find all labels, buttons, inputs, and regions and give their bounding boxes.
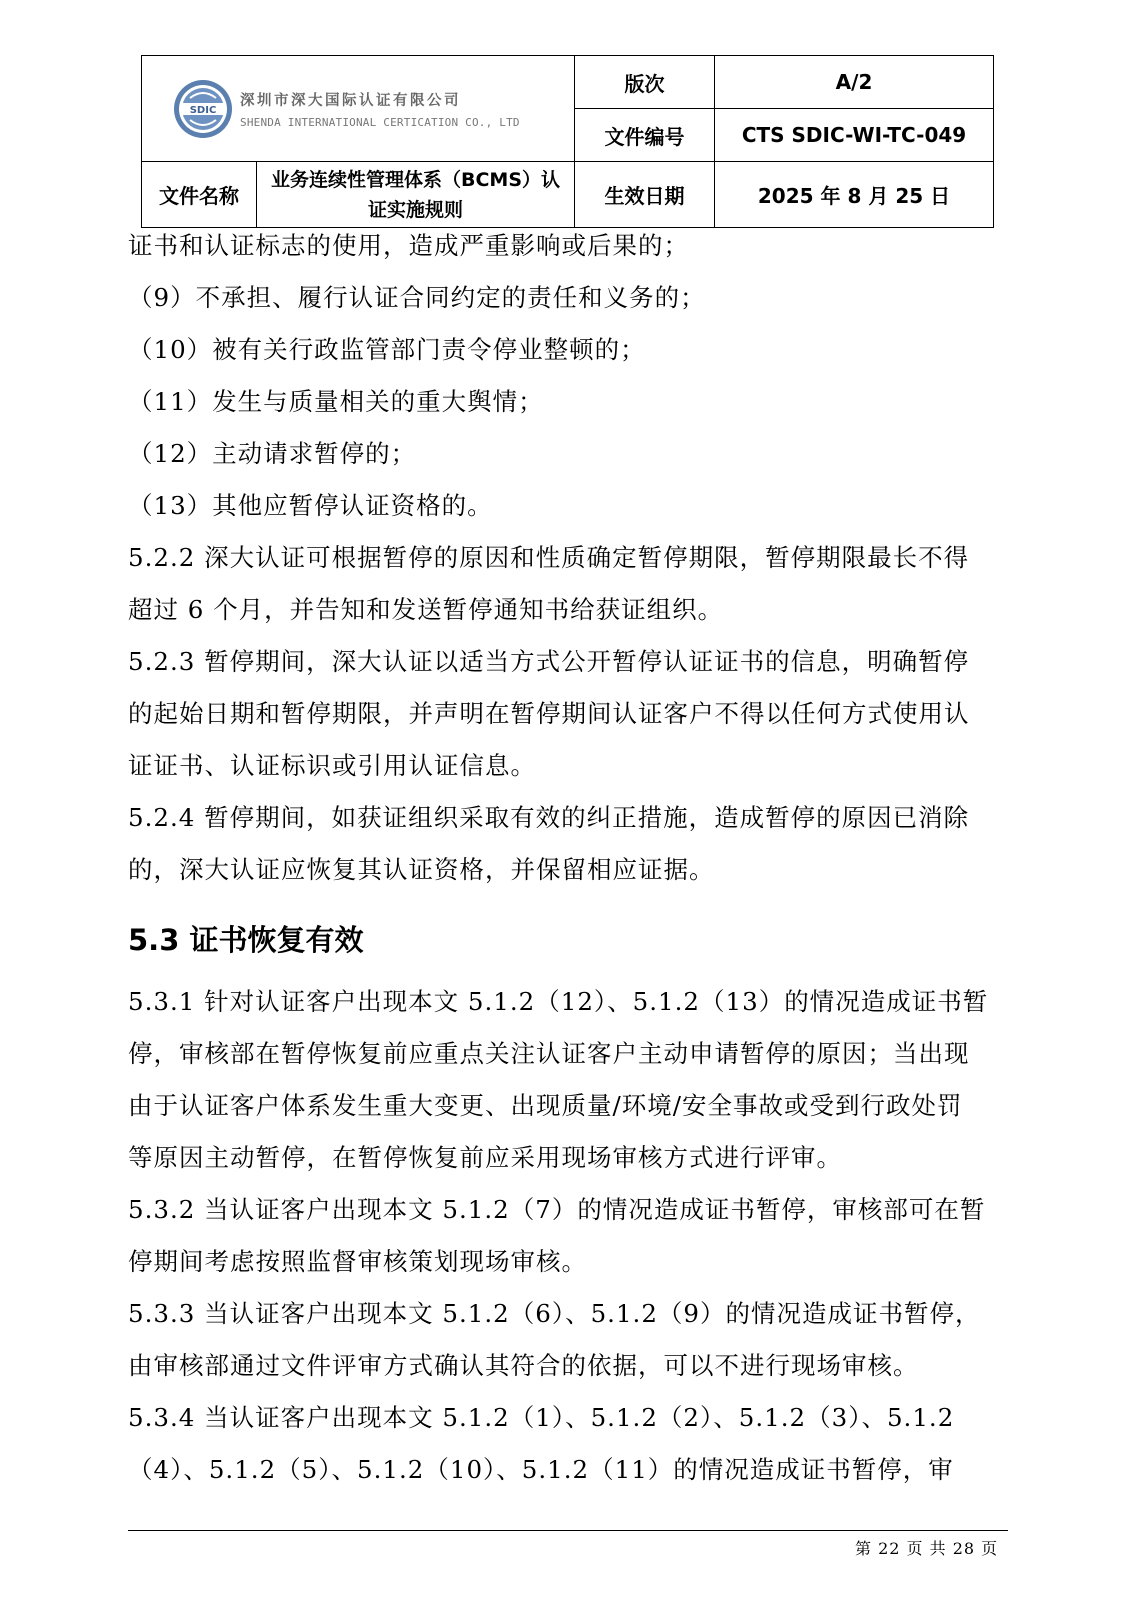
body-line: 停，审核部在暂停恢复前应重点关注认证客户主动申请暂停的原因；当出现 [128, 1039, 970, 1068]
footer-divider [128, 1530, 1008, 1531]
version-label: 版次 [575, 56, 715, 109]
company-name-en: SHENDA INTERNATIONAL CERTICATION CO., LTD [240, 115, 520, 129]
docno-value: CTS SDIC-WI-TC-049 [715, 109, 994, 162]
body-line: 5.3.3 当认证客户出现本文 5.1.2（6）、5.1.2（9）的情况造成证书暂停， [128, 1299, 981, 1328]
body-line: 由审核部通过文件评审方式确认其符合的依据，可以不进行现场审核。 [128, 1351, 919, 1380]
body-line: 5.2.3 暂停期间，深大认证以适当方式公开暂停认证证书的信息，明确暂停 [128, 647, 970, 676]
effective-date-value: 2025 年 8 月 25 日 [715, 162, 994, 228]
body-line: 的起始日期和暂停期限，并声明在暂停期间认证客户不得以任何方式使用认 [128, 699, 970, 728]
company-name-cn: 深圳市深大国际认证有限公司 [240, 92, 461, 109]
body-line: （13）其他应暂停认证资格的。 [128, 491, 493, 520]
body-line: 的，深大认证应恢复其认证资格，并保留相应证据。 [128, 855, 715, 884]
section-heading: 5.3 证书恢复有效 [128, 923, 364, 957]
docname-line-1: 业务连续性管理体系（BCMS）认 [270, 168, 561, 191]
effective-date-label: 生效日期 [575, 162, 715, 228]
body-line: 5.2.2 深大认证可根据暂停的原因和性质确定暂停期限，暂停期限最长不得 [128, 543, 970, 572]
version-value: A/2 [715, 56, 994, 109]
docname-value [257, 162, 575, 228]
body-line: 由于认证客户体系发生重大变更、出现质量/环境/安全事故或受到行政处罚 [128, 1091, 963, 1120]
body-line: 证书和认证标志的使用，造成严重影响或后果的； [128, 231, 689, 260]
company-logo-icon [172, 78, 234, 140]
body-line: （9）不承担、履行认证合同约定的责任和义务的； [128, 283, 706, 312]
body-line: 证证书、认证标识或引用认证信息。 [128, 751, 536, 780]
body-line: 等原因主动暂停，在暂停恢复前应采用现场审核方式进行评审。 [128, 1143, 842, 1172]
document-header-table [141, 55, 994, 228]
body-line: （10）被有关行政监管部门责令停业整顿的； [128, 335, 646, 364]
body-line: （4）、5.1.2（5）、5.1.2（10）、5.1.2（11）的情况造成证书暂停，审 [128, 1455, 954, 1484]
body-line: 5.2.4 暂停期间，如获证组织采取有效的纠正措施，造成暂停的原因已消除 [128, 803, 970, 832]
body-line: 超过 6 个月，并告知和发送暂停通知书给获证组织。 [128, 595, 724, 624]
logo-mark-text: SDIC [189, 104, 217, 116]
docno-label: 文件编号 [575, 109, 715, 162]
docname-line-2: 证实施规则 [368, 198, 464, 221]
body-line: 5.3.4 当认证客户出现本文 5.1.2（1）、5.1.2（2）、5.1.2（3）、5.1.2 [128, 1403, 955, 1432]
body-line: （12）主动请求暂停的； [128, 439, 417, 468]
body-line: 5.3.2 当认证客户出现本文 5.1.2（7）的情况造成证书暂停，审核部可在暂 [128, 1195, 986, 1224]
body-line: （11）发生与质量相关的重大舆情； [128, 387, 544, 416]
page-number: 第 22 页 共 28 页 [855, 1539, 999, 1558]
body-line: 5.3.1 针对认证客户出现本文 5.1.2（12）、5.1.2（13）的情况造成证书暂 [128, 987, 989, 1016]
body-line: 停期间考虑按照监督审核策划现场审核。 [128, 1247, 587, 1276]
company-logo-cell [142, 56, 575, 162]
docname-label: 文件名称 [142, 162, 257, 228]
